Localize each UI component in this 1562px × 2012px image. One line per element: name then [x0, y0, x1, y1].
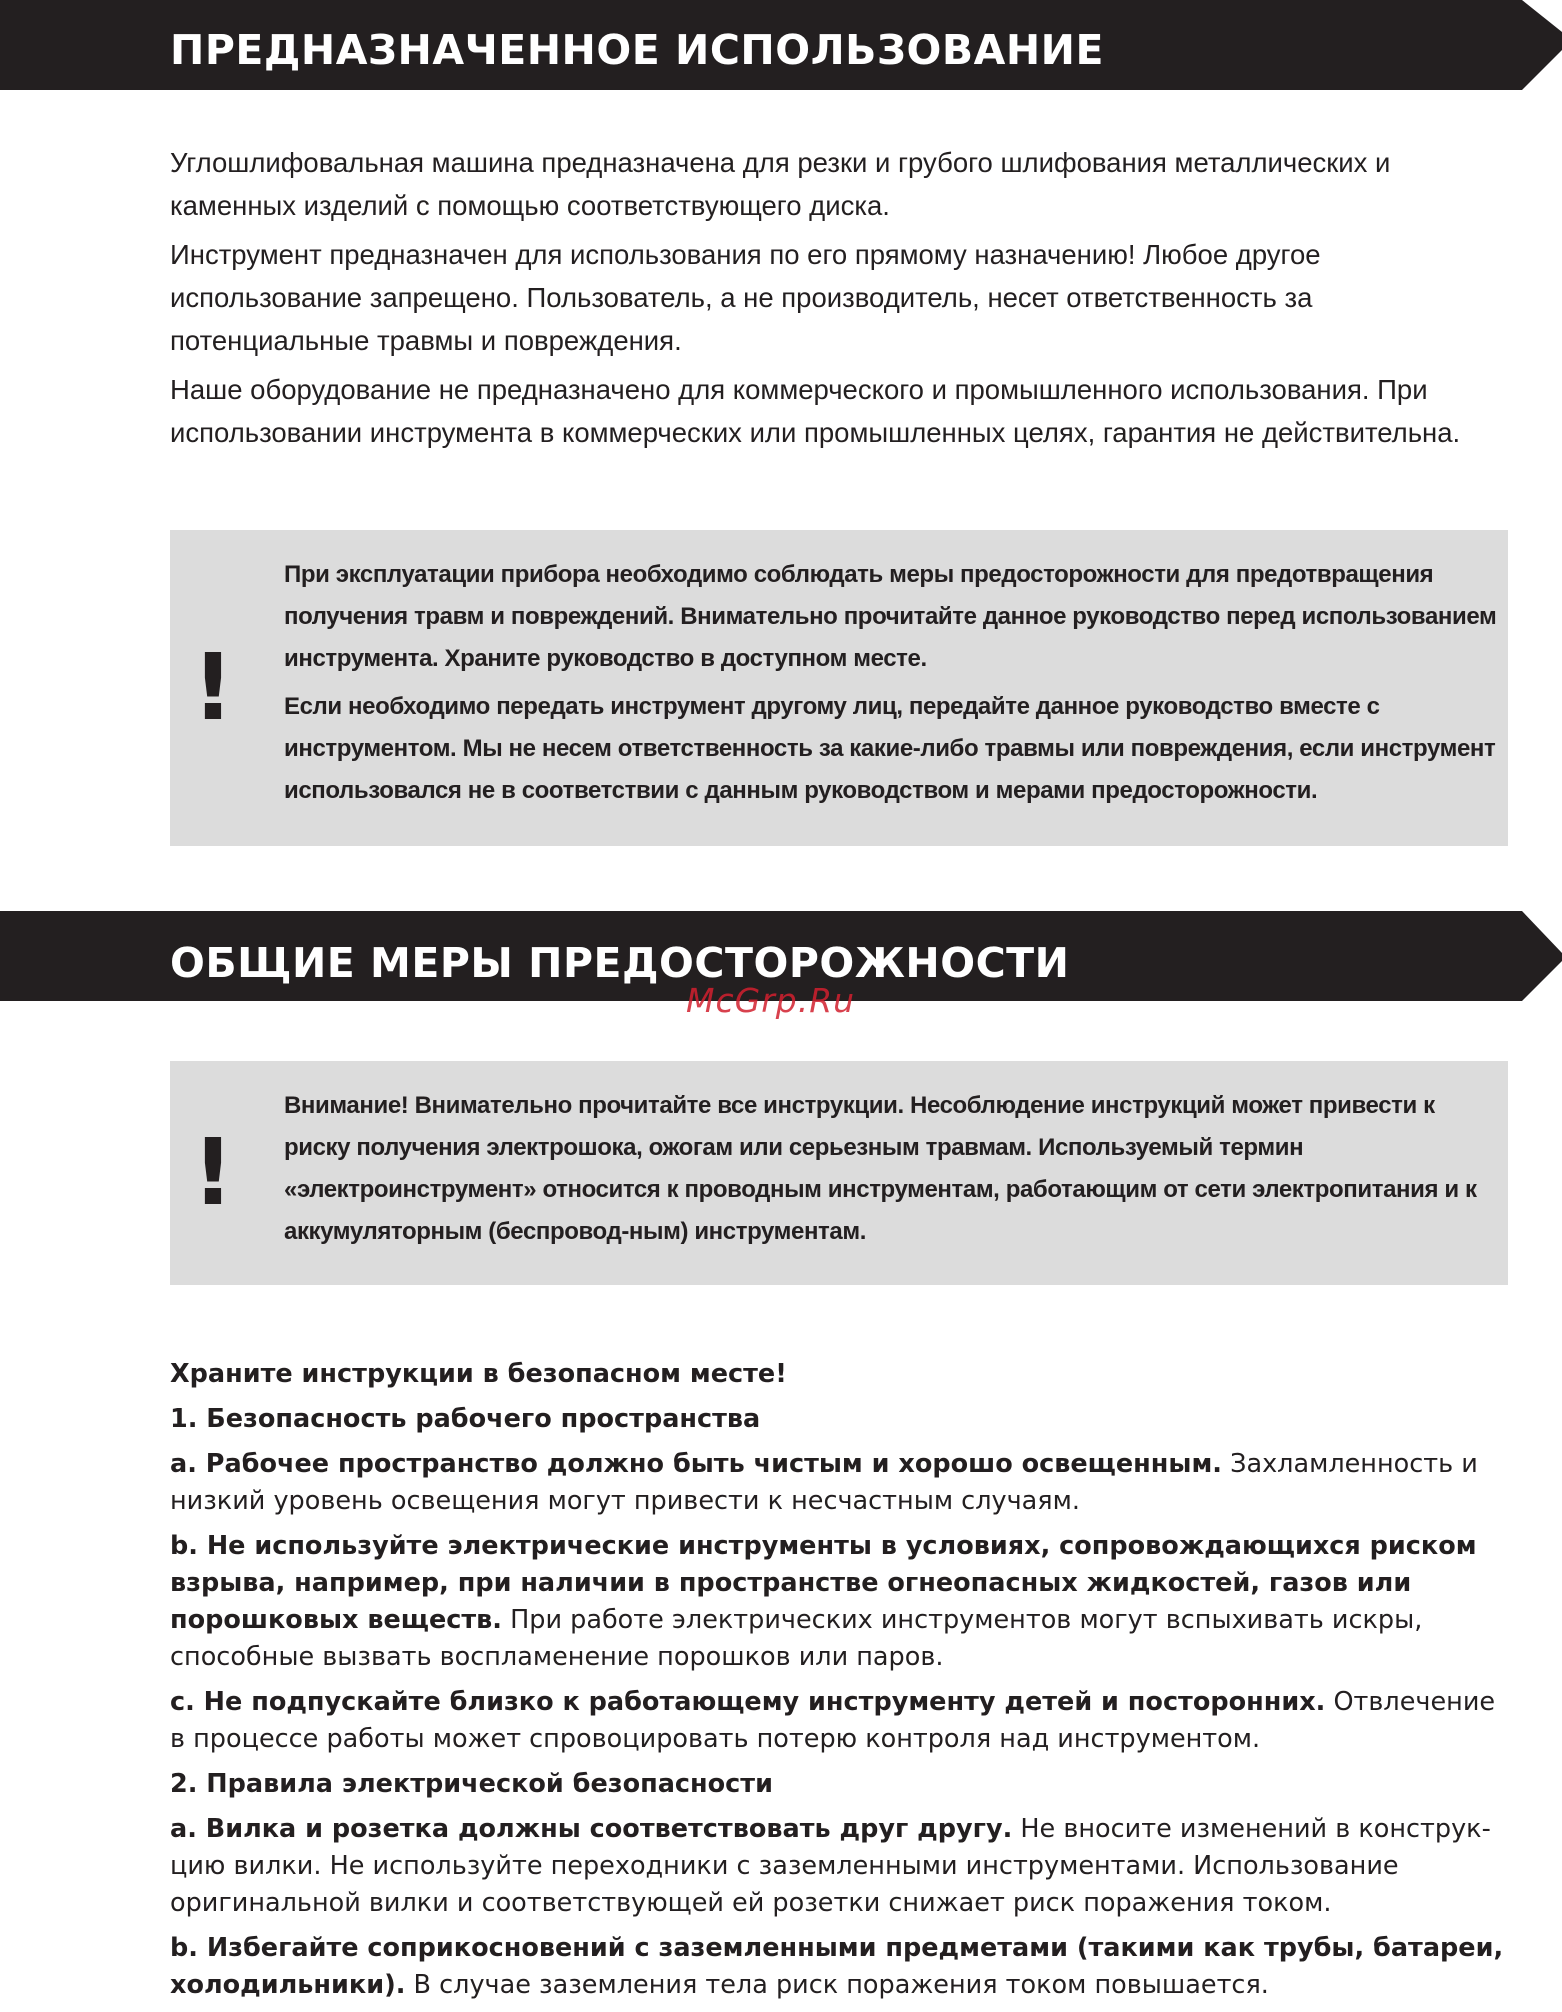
rule-item — [170, 1446, 1510, 1520]
intro-text — [170, 141, 1470, 460]
rules-heading: Храните инструкции в безопасном месте! — [170, 1359, 787, 1389]
rule-item — [170, 1528, 1510, 1676]
rule-item-lead: b. Не используйте электрические инструменты в условиях, сопровождающихся риском взрыва, например, при наличии в пространстве огнеопасных жидкостей, газов или порошковых веществ. — [170, 1531, 1477, 1635]
rule-item-text: При работе электрических инструментов могут вспыхивать искры, способные вызвать воспламенение порошков или паров. — [170, 1605, 1423, 1672]
rules-heading: 1. Безопасность рабочего пространства — [170, 1404, 761, 1434]
rule-item-text: В случае заземления тела риск поражения током повышается. — [405, 1970, 1269, 2000]
warning-notice-text — [284, 554, 1498, 818]
rule-item-text: Не вносите изменений в конструк-цию вилки. Не используйте переходники с заземленными инструментами. Использование оригинальной вилки и соответствующей ей розетки снижает риск поражения током. — [170, 1814, 1491, 1918]
rule-item-lead: b. Избегайте соприкосновений с заземленными предметами (такими как трубы, батареи, холодильники). — [170, 1933, 1504, 2000]
warning-notice — [170, 1061, 1508, 1285]
rule-item-lead: a. Вилка и розетка должны соответствовать друг другу. — [170, 1814, 1013, 1844]
rule-item — [170, 1930, 1510, 2004]
warning-notice — [170, 530, 1508, 846]
paragraph: Углошлифовальная машина предназначена для резки и грубого шлифования металлических и каменных изделий с помощью соответствующего диска. — [170, 147, 1391, 221]
paragraph: Инструмент предназначен для использования по его прямому назначению! Любое другое использование запрещено. Пользователь, а не производитель, несет ответственность за потенциальные травмы и повреждения. — [170, 239, 1321, 356]
exclamation-icon: ! — [192, 634, 234, 741]
notice-paragraph: При эксплуатации прибора необходимо соблюдать меры предосторожности для предотвращения получения травм и повреждений. Внимательно прочитайте данное руководство перед использованием инструмента. Храните руководство в доступном месте. — [284, 561, 1497, 672]
notice-paragraph: Внимание! Внимательно прочитайте все инструкции. Несоблюдение инструкций может привести к риску получения электрошока, ожогам или серьезным травмам. Используемый термин «электроинструмент» относится к проводным инструментам, работающим от сети электропитания и к аккумуляторным (беспровод-ным) инструментам. — [284, 1092, 1477, 1245]
section-title: ОБЩИЕ МЕРЫ ПРЕДОСТОРОЖНОСТИ — [170, 939, 1070, 987]
section-title: ПРЕДНАЗНАЧЕННОЕ ИСПОЛЬЗОВАНИЕ — [170, 26, 1104, 74]
rules-heading: 2. Правила электрической безопасности — [170, 1769, 773, 1799]
warning-notice-text — [284, 1085, 1498, 1259]
paragraph: Наше оборудование не предназначено для коммерческого и промышленного использования. При использовании инструмента в коммерческих или промышленных целях, гарантия не действительна. — [170, 374, 1461, 448]
exclamation-icon: ! — [192, 1119, 234, 1226]
section-banner-intended-use — [0, 0, 1562, 90]
watermark: McGrp.Ru — [686, 981, 856, 1020]
rule-item-text: Захламленность и низкий уровень освещения могут привести к несчастным случаям. — [170, 1449, 1478, 1516]
safety-rules — [170, 1356, 1510, 2012]
rule-item-lead: c. Не подпускайте близко к работающему инструменту детей и посторонних. — [170, 1687, 1326, 1717]
notice-paragraph: Если необходимо передать инструмент другому лиц, передайте данное руководство вместе с инструментом. Мы не несем ответственность за какие-либо травмы или повреждения, если инструмент использовался не в соответствии с данным руководством и мерами предосторожности. — [284, 693, 1496, 804]
rule-item — [170, 1811, 1510, 1922]
rule-item-text: Отвлечение в процессе работы может спровоцировать потерю контроля над инструментом. — [170, 1687, 1496, 1754]
rule-item — [170, 1684, 1510, 1758]
rule-item-lead: a. Рабочее пространство должно быть чистым и хорошо освещенным. — [170, 1449, 1222, 1479]
